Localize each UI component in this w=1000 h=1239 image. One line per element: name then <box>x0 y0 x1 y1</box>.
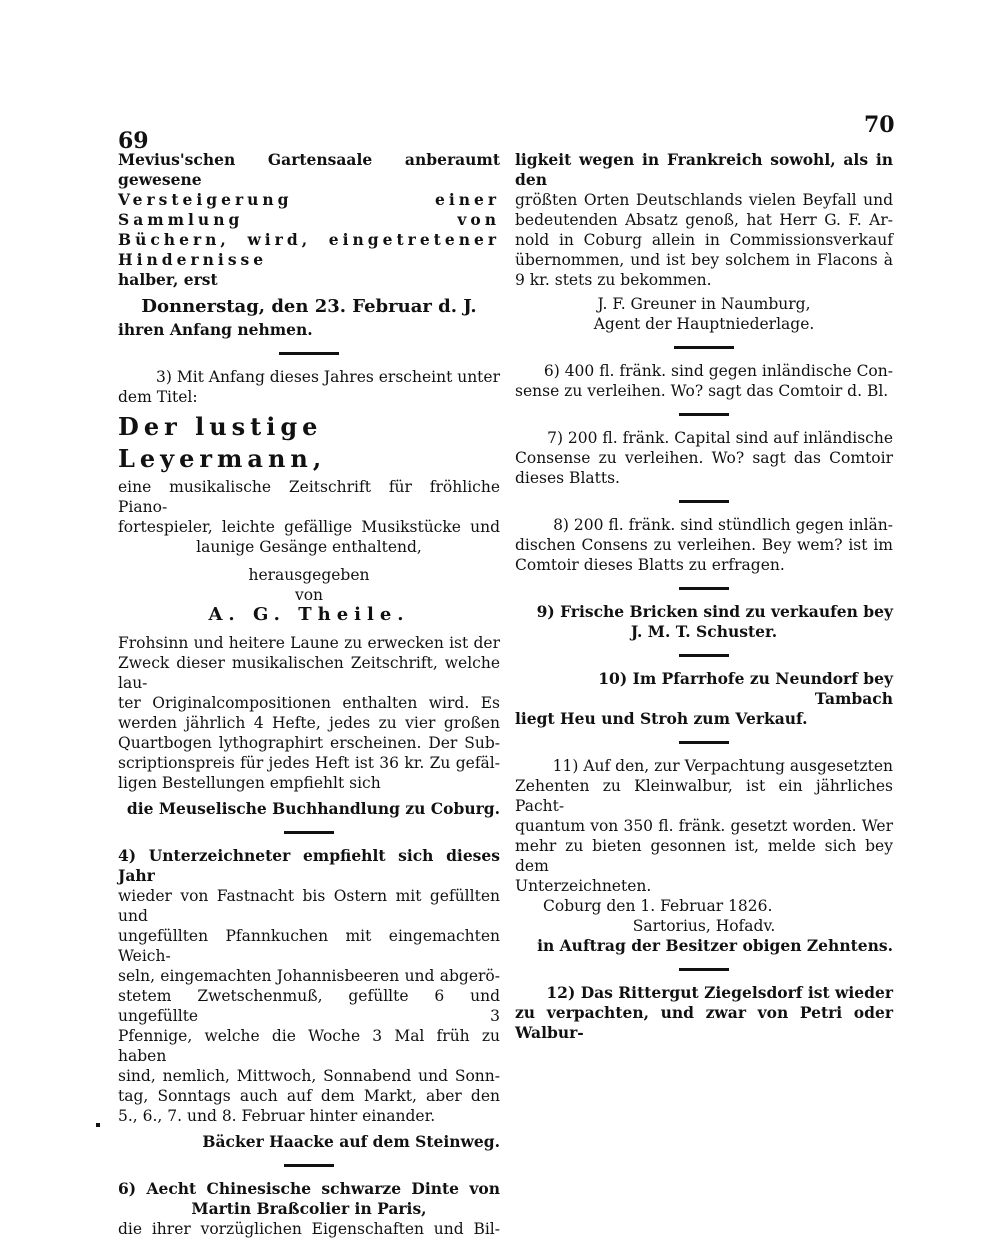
divider <box>679 413 729 416</box>
text-line: tag, Sonntags auch auf dem Markt, aber den <box>118 1087 500 1105</box>
right-column <box>515 150 893 1043</box>
text-line: nold in Coburg allein in Commissionsverkauf <box>515 231 893 249</box>
signature: in Auftrag der Besitzer obigen Zehntens. <box>537 936 893 955</box>
text-line: die ihrer vorzüglichen Eigenschaften und Bil- <box>118 1220 500 1238</box>
text-line: 8) 200 fl. fränk. sind stündlich gegen inlän- <box>553 516 893 534</box>
signature: J. M. T. Schuster. <box>630 622 778 641</box>
text-line: werden jährlich 4 Hefte, jedes zu vier großen <box>118 714 500 732</box>
text-line: ligen Bestellungen empfiehlt sich <box>118 774 381 792</box>
text-line: von <box>294 586 324 604</box>
auction-date: Donnerstag, den 23. Februar d. J. <box>141 296 477 317</box>
divider <box>679 587 729 590</box>
text-line: Frohsinn und heitere Laune zu erwecken ist der <box>118 634 500 652</box>
text-line: 9 kr. stets zu bekommen. <box>515 271 712 289</box>
notice-6 <box>118 1179 500 1239</box>
text-line: herausgegeben <box>248 566 370 584</box>
notice-11 <box>515 756 893 956</box>
divider <box>679 654 729 657</box>
text-line: übernommen, und ist bey solchem in Flacons à <box>515 251 893 269</box>
text-line: liegt Heu und Stroh zum Verkauf. <box>515 709 808 728</box>
divider <box>279 352 339 355</box>
text-line: ligkeit wegen in Frankreich sowohl, als in den <box>515 150 893 189</box>
text-line: 6) 400 fl. fränk. sind gegen inländische Con- <box>543 362 893 380</box>
text-line: zu verpachten, und zwar von Petri oder Walbur- <box>515 1003 893 1042</box>
notice-3 <box>118 367 500 819</box>
left-column <box>118 150 500 1239</box>
text-line: stetem Zwetschenmuß, gefüllte 6 und ungefüllte 3 <box>118 987 500 1025</box>
notice-10 <box>515 669 893 729</box>
text-line: seln, eingemachten Johannisbeeren und abgerö- <box>118 967 500 985</box>
notice-6b <box>515 361 893 401</box>
notice-6-continued <box>515 150 893 334</box>
divider <box>679 741 729 744</box>
magazine-title: Der lustige Leyermann, <box>118 412 327 473</box>
text-line: Consense zu verleihen. Wo? sagt das Comtoir <box>515 449 893 467</box>
text-line: 5., 6., 7. und 8. Februar hinter einander. <box>118 1107 436 1125</box>
signature: Bäcker Haacke auf dem Steinweg. <box>202 1132 500 1151</box>
text-line: eine musikalische Zeitschrift für fröhliche Piano- <box>118 478 500 516</box>
text-line: Mevius'schen Gartensaale anberaumt gewesene <box>118 150 500 189</box>
date-line: Coburg den 1. Februar 1826. <box>543 897 773 915</box>
text-line: Zehenten zu Kleinwalbur, ist ein jährliches Pacht- <box>515 777 893 815</box>
text-line: wieder von Fastnacht bis Ostern mit gefüllten und <box>118 887 500 925</box>
text-line: mehr zu bieten gesonnen ist, melde sich bey dem <box>515 837 893 875</box>
divider <box>674 346 734 349</box>
text-line: 12) Das Rittergut Ziegelsdorf ist wieder <box>546 983 893 1002</box>
text-line: 9) Frische Bricken sind zu verkaufen bey <box>536 602 893 621</box>
text-line: ungefüllten Pfannkuchen mit eingemachten Weich- <box>118 927 500 965</box>
text-line: halber, erst <box>118 270 218 289</box>
notice-12 <box>515 983 893 1043</box>
divider <box>284 831 334 834</box>
text-line: Martin Braßcolier in Paris, <box>191 1199 427 1218</box>
notice-8 <box>515 515 893 575</box>
text-line: Comtoir dieses Blatts zu erfragen. <box>515 556 785 574</box>
auction-notice <box>118 150 500 340</box>
text-line: 4) Unterzeichneter empfiehlt sich dieses Jahr <box>118 846 500 885</box>
signature: Sartorius, Hofadv. <box>632 917 776 935</box>
signature: J. F. Greuner in Naumburg, <box>597 295 811 313</box>
text-line: ter Originalcompositionen enthalten wird. Es <box>118 694 500 712</box>
text-line: Zweck dieser musikalischen Zeitschrift, welche lau- <box>118 654 500 692</box>
text-line: bedeutenden Absatz genoß, hat Herr G. F. Ar- <box>515 211 893 229</box>
text-line: Versteigerung einer Sammlung von <box>118 190 500 229</box>
text-line: Pfennige, welche die Woche 3 Mal früh zu haben <box>118 1027 500 1065</box>
text-line: Büchern, wird, eingetretener Hindernisse <box>118 230 500 269</box>
text-line: dieses Blatts. <box>515 469 620 487</box>
text-line: dischen Consens zu verleihen. Bey wem? ist im <box>515 536 893 554</box>
divider <box>679 500 729 503</box>
text-line: Quartbogen lythographirt erscheinen. Der Sub- <box>118 734 500 752</box>
text-line: launige Gesänge enthaltend, <box>196 538 422 556</box>
text-line: sense zu verleihen. Wo? sagt das Comtoir d. Bl. <box>515 382 889 400</box>
text-line: dem Titel: <box>118 388 198 406</box>
text-line: 6) Aecht Chinesische schwarze Dinte von <box>118 1179 500 1198</box>
text-line: 10) Im Pfarrhofe zu Neundorf bey Tambach <box>598 669 893 708</box>
text-line: größten Orten Deutschlands vielen Beyfall und <box>515 191 893 209</box>
left-page-number: 69 <box>118 128 149 154</box>
text-line: quantum von 350 fl. fränk. gesetzt worden. Wer <box>515 817 893 835</box>
notice-9 <box>515 602 893 642</box>
author-name: A. G. Theile. <box>208 604 410 625</box>
ink-speck <box>96 1123 100 1127</box>
text-line: 3) Mit Anfang dieses Jahres erscheint unter <box>155 368 500 386</box>
text-line: ihren Anfang nehmen. <box>118 320 313 339</box>
signature: Agent der Hauptniederlage. <box>593 315 815 333</box>
text-line: 7) 200 fl. fränk. Capital sind auf inländische <box>547 429 893 447</box>
text-line: 11) Auf den, zur Verpachtung ausgesetzten <box>552 757 893 775</box>
divider <box>679 968 729 971</box>
text-line: Unterzeichneten. <box>515 877 652 895</box>
notice-7 <box>515 428 893 488</box>
text-line: sind, nemlich, Mittwoch, Sonnabend und Sonn- <box>118 1067 500 1085</box>
text-line: scriptionspreis für jedes Heft ist 36 kr. Zu gefäl- <box>118 754 500 772</box>
notice-4 <box>118 846 500 1152</box>
signature: die Meuselische Buchhandlung zu Coburg. <box>126 799 500 818</box>
text-line: fortespieler, leichte gefällige Musikstücke und <box>118 518 500 536</box>
divider <box>284 1164 334 1167</box>
right-page-number: 70 <box>864 112 895 138</box>
